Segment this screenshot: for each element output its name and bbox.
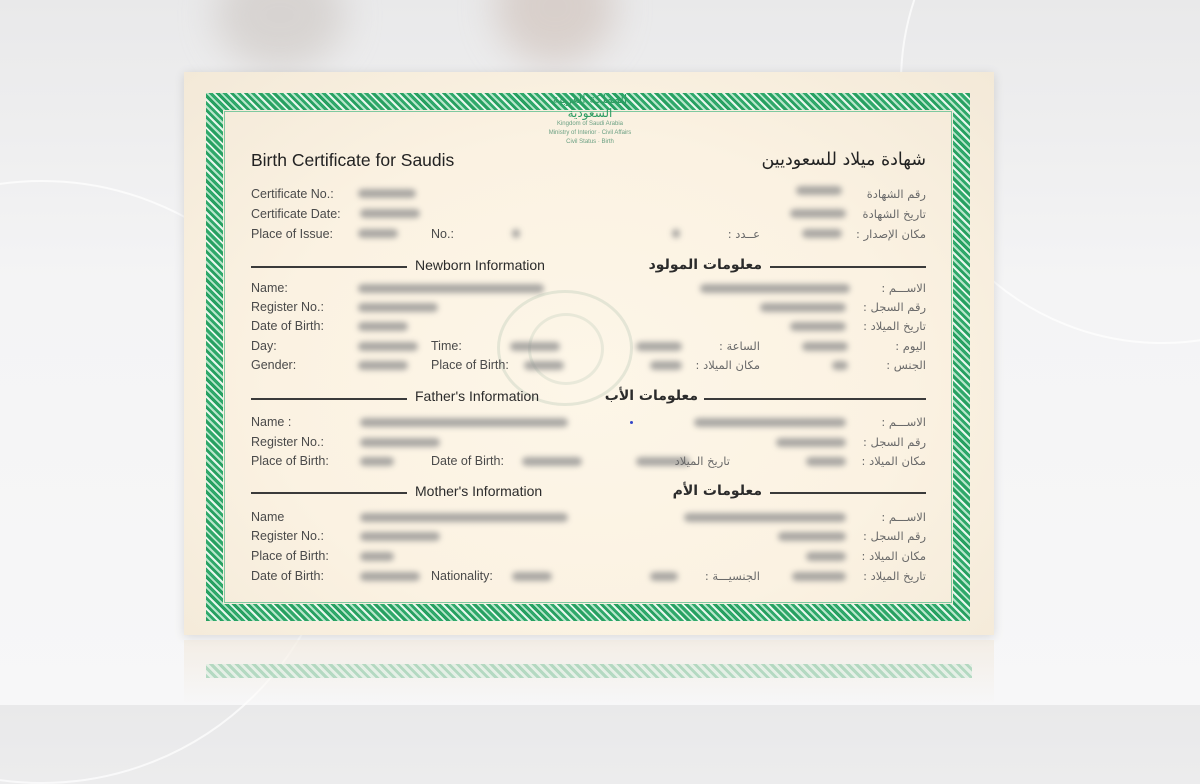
newborn-place-of-birth-label-ar: مكان الميلاد : <box>695 358 760 372</box>
redacted-value <box>792 572 846 581</box>
redacted-value <box>650 361 682 370</box>
ministry-crest <box>530 92 650 152</box>
redacted-value <box>512 229 520 238</box>
redacted-value <box>790 322 846 331</box>
background-figure-right <box>495 0 615 65</box>
crest-line: Civil Status · Birth <box>566 139 614 145</box>
crest-line: Kingdom of Saudi Arabia <box>556 121 624 127</box>
newborn-name-label-ar: الاســـم : <box>881 281 926 295</box>
ink-dot <box>630 421 633 424</box>
redacted-value <box>778 532 846 541</box>
redacted-value <box>522 457 582 466</box>
father-place-of-birth-label: Place of Birth: <box>251 454 329 468</box>
father-name-label: Name : <box>251 415 292 429</box>
section-divider <box>770 266 926 268</box>
redacted-value <box>694 418 846 427</box>
redacted-value <box>358 284 544 293</box>
redacted-value <box>524 361 564 370</box>
section-divider <box>704 398 926 400</box>
father-name-label-ar: الاســـم : <box>881 415 926 429</box>
redacted-value <box>360 552 394 561</box>
newborn-name-label: Name: <box>251 281 288 295</box>
redacted-value <box>776 438 846 447</box>
newborn-dob-label-ar: تاريخ الميلاد : <box>863 319 926 333</box>
redacted-value <box>360 418 568 427</box>
redacted-value <box>360 572 420 581</box>
certificate-reflection <box>184 640 994 705</box>
redacted-value <box>700 284 850 293</box>
mother-nationality-label: Nationality: <box>431 569 493 583</box>
newborn-register-label: Register No.: <box>251 300 324 314</box>
section-divider <box>251 398 407 400</box>
mother-register-label-ar: رقم السجل : <box>863 529 926 543</box>
certificate-date-label-ar: تاريخ الشهادة <box>862 207 926 221</box>
redacted-value <box>358 361 408 370</box>
redacted-value <box>510 342 560 351</box>
mother-name-label-ar: الاســـم : <box>881 510 926 524</box>
redacted-value <box>672 229 680 238</box>
newborn-time-label: Time: <box>431 339 462 353</box>
redacted-value <box>796 186 842 195</box>
redacted-value <box>650 572 678 581</box>
newborn-gender-label: Gender: <box>251 358 297 372</box>
redacted-value <box>790 209 846 218</box>
newborn-day-label-ar: اليوم : <box>895 339 926 353</box>
father-section-heading: Father's Information <box>415 388 540 404</box>
mother-register-label: Register No.: <box>251 529 324 543</box>
newborn-dob-label: Date of Birth: <box>251 319 324 333</box>
father-section-heading-ar: معلومات الأب <box>604 388 698 404</box>
newborn-register-label-ar: رقم السجل : <box>863 300 926 314</box>
mother-name-label: Name <box>251 510 285 524</box>
redacted-value <box>358 322 408 331</box>
mother-section-heading-ar: معلومات الأم <box>672 483 762 499</box>
redacted-value <box>360 532 440 541</box>
newborn-day-label: Day: <box>251 339 277 353</box>
newborn-section-heading-ar: معلومات المولود <box>648 257 762 273</box>
mother-place-of-birth-label-ar: مكان الميلاد : <box>861 549 926 563</box>
father-dob-label: Date of Birth: <box>431 454 504 468</box>
redacted-value <box>358 303 438 312</box>
redacted-value <box>760 303 846 312</box>
certificate-number-label-ar: رقم الشهادة <box>866 187 926 201</box>
newborn-place-of-birth-label: Place of Birth: <box>431 358 509 372</box>
redacted-value <box>832 361 848 370</box>
crest-logo: المملكة العربية السعودية <box>552 92 628 120</box>
section-divider <box>770 492 926 494</box>
newborn-time-label-ar: الساعة : <box>718 339 760 353</box>
redacted-value <box>636 342 682 351</box>
background-figure-left <box>215 0 345 70</box>
mother-place-of-birth-label: Place of Birth: <box>251 549 329 563</box>
issue-no-label: No.: <box>431 227 454 241</box>
certificate-title-ar: شهادة ميلاد للسعوديين <box>761 150 926 170</box>
place-of-issue-label-ar: مكان الإصدار : <box>856 227 926 241</box>
mother-dob-label: Date of Birth: <box>251 569 324 583</box>
redacted-value <box>360 209 420 218</box>
certificate-number-label: Certificate No.: <box>251 187 334 201</box>
redacted-value <box>806 552 846 561</box>
redacted-value <box>360 438 440 447</box>
redacted-value <box>358 342 418 351</box>
redacted-value <box>358 229 398 238</box>
father-place-of-birth-label-ar: مكان الميلاد : <box>861 454 926 468</box>
mother-dob-label-ar: تاريخ الميلاد : <box>863 569 926 583</box>
section-divider <box>251 492 407 494</box>
redacted-value <box>806 457 846 466</box>
father-register-label-ar: رقم السجل : <box>863 435 926 449</box>
redacted-value <box>802 229 842 238</box>
newborn-gender-label-ar: الجنس : <box>886 358 926 372</box>
redacted-value <box>512 572 552 581</box>
redacted-value <box>802 342 848 351</box>
newborn-section-heading: Newborn Information <box>415 257 545 273</box>
certificate-title-en: Birth Certificate for Saudis <box>251 150 455 170</box>
redacted-value <box>360 457 394 466</box>
issue-no-label-ar: عــدد : <box>727 227 760 241</box>
mother-section-heading: Mother's Information <box>415 483 543 499</box>
certificate-date-label: Certificate Date: <box>251 207 341 221</box>
section-divider <box>251 266 407 268</box>
crest-line: Ministry of Interior · Civil Affairs <box>548 130 632 136</box>
redacted-value <box>684 513 846 522</box>
redacted-value <box>360 513 568 522</box>
redacted-value <box>358 189 416 198</box>
father-register-label: Register No.: <box>251 435 324 449</box>
father-dob-label-ar: تاريخ الميلاد <box>674 454 730 468</box>
place-of-issue-label: Place of Issue: <box>251 227 333 241</box>
mother-nationality-label-ar: الجنسيـــة : <box>704 569 760 583</box>
